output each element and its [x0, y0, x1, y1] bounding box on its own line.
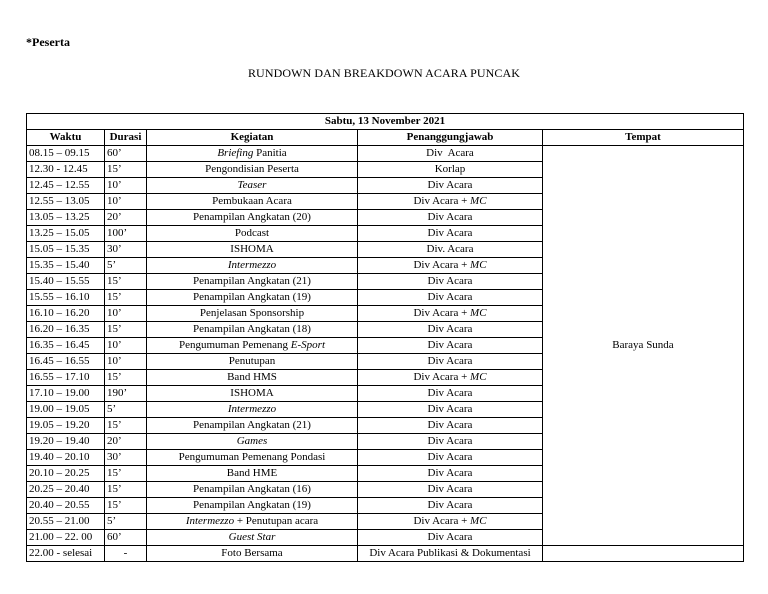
cell-kegiatan: [147, 530, 358, 546]
cell-kegiatan: [147, 434, 358, 450]
penanggungjawab-text: Div Acara +: [413, 515, 471, 527]
cell-waktu: 22.00 - selesai: [27, 546, 105, 562]
cell-waktu: 19.00 – 19.05: [27, 402, 105, 418]
cell-durasi: 15’: [105, 322, 147, 338]
cell-penanggungjawab: [358, 338, 543, 354]
cell-durasi: 5’: [105, 258, 147, 274]
penanggungjawab-text: Div Acara: [427, 499, 473, 511]
date-header-row: [27, 114, 744, 130]
date-header: Sabtu, 13 November 2021: [27, 114, 744, 130]
cell-kegiatan: [147, 418, 358, 434]
cell-waktu: 16.55 – 17.10: [27, 370, 105, 386]
penanggungjawab-text: Div Acara: [427, 339, 473, 351]
kegiatan-text: Penampilan Angkatan (19): [193, 291, 311, 303]
cell-durasi: 10’: [105, 178, 147, 194]
kegiatan-italic-text: Guest Star: [228, 531, 276, 543]
penanggungjawab-italic-text: MC: [470, 307, 487, 319]
cell-durasi: 15’: [105, 370, 147, 386]
cell-penanggungjawab: [358, 354, 543, 370]
cell-durasi: 100’: [105, 226, 147, 242]
participant-note: *Peserta: [26, 35, 70, 49]
cell-penanggungjawab: [358, 402, 543, 418]
penanggungjawab-text: Div Acara: [427, 355, 473, 367]
penanggungjawab-text: Div Acara: [427, 419, 473, 431]
cell-kegiatan: [147, 162, 358, 178]
cell-waktu: 20.40 – 20.55: [27, 498, 105, 514]
cell-kegiatan: [147, 514, 358, 530]
kegiatan-text: Pengondisian Peserta: [205, 163, 299, 175]
cell-penanggungjawab: [358, 546, 543, 562]
penanggungjawab-text: Div Acara +: [413, 259, 471, 271]
penanggungjawab-text: Div Acara: [427, 403, 473, 415]
kegiatan-text: ISHOMA: [230, 243, 274, 255]
kegiatan-text: Penampilan Angkatan (18): [193, 323, 311, 335]
kegiatan-text: Penampilan Angkatan (21): [193, 419, 311, 431]
document-title: RUNDOWN DAN BREAKDOWN ACARA PUNCAK: [247, 66, 521, 80]
rundown-body: [27, 146, 744, 562]
cell-kegiatan: [147, 354, 358, 370]
cell-waktu: 17.10 – 19.00: [27, 386, 105, 402]
cell-durasi: 15’: [105, 162, 147, 178]
penanggungjawab-italic-text: MC: [470, 195, 487, 207]
cell-penanggungjawab: [358, 498, 543, 514]
penanggungjawab-text: Div Acara +: [413, 371, 471, 383]
cell-durasi: 15’: [105, 418, 147, 434]
cell-kegiatan: [147, 386, 358, 402]
kegiatan-italic-text: Games: [236, 435, 268, 447]
cell-durasi: 60’: [105, 146, 147, 162]
cell-penanggungjawab: [358, 162, 543, 178]
cell-kegiatan: [147, 498, 358, 514]
kegiatan-text: Penampilan Angkatan (19): [193, 499, 311, 511]
cell-kegiatan: [147, 210, 358, 226]
column-header-penanggungjawab: Penanggungjawab: [358, 130, 543, 146]
cell-penanggungjawab: [358, 530, 543, 546]
cell-durasi: 10’: [105, 306, 147, 322]
cell-durasi: 10’: [105, 338, 147, 354]
cell-kegiatan: [147, 546, 358, 562]
cell-waktu: 16.45 – 16.55: [27, 354, 105, 370]
cell-waktu: 20.25 – 20.40: [27, 482, 105, 498]
cell-kegiatan: [147, 178, 358, 194]
column-header-tempat: Tempat: [543, 130, 744, 146]
cell-durasi: 15’: [105, 498, 147, 514]
penanggungjawab-text: Div Acara +: [413, 307, 471, 319]
cell-penanggungjawab: [358, 514, 543, 530]
cell-kegiatan: [147, 322, 358, 338]
penanggungjawab-text: Div Acara +: [413, 195, 471, 207]
penanggungjawab-text: Div Acara: [427, 291, 473, 303]
penanggungjawab-text: Div Acara: [427, 387, 473, 399]
cell-kegiatan: [147, 274, 358, 290]
kegiatan-italic-text: Intermezzo: [227, 403, 277, 415]
kegiatan-text: Band HMS: [227, 371, 277, 383]
cell-waktu: 15.40 – 15.55: [27, 274, 105, 290]
cell-durasi: 20’: [105, 210, 147, 226]
penanggungjawab-italic-text: MC: [470, 259, 487, 271]
penanggungjawab-italic-text: MC: [470, 515, 487, 527]
kegiatan-text: Penampilan Angkatan (16): [193, 483, 311, 495]
cell-tempat: Baraya Sunda: [543, 146, 744, 546]
cell-durasi: 30’: [105, 450, 147, 466]
column-header-waktu: Waktu: [27, 130, 105, 146]
cell-waktu: 19.40 – 20.10: [27, 450, 105, 466]
cell-penanggungjawab: [358, 450, 543, 466]
kegiatan-text: Foto Bersama: [221, 547, 283, 559]
cell-durasi: 30’: [105, 242, 147, 258]
kegiatan-text: Penutupan: [228, 355, 276, 367]
cell-durasi: 10’: [105, 354, 147, 370]
penanggungjawab-italic-text: MC: [470, 371, 487, 383]
column-header-row: [27, 130, 744, 146]
cell-durasi: 5’: [105, 402, 147, 418]
cell-kegiatan: [147, 466, 358, 482]
penanggungjawab-text: Div Acara: [427, 451, 473, 463]
penanggungjawab-text: Div Acara: [427, 275, 473, 287]
cell-kegiatan: [147, 482, 358, 498]
cell-waktu: 12.45 – 12.55: [27, 178, 105, 194]
cell-penanggungjawab: [358, 194, 543, 210]
cell-durasi: 15’: [105, 274, 147, 290]
cell-penanggungjawab: [358, 290, 543, 306]
cell-durasi: 15’: [105, 482, 147, 498]
cell-durasi: 190’: [105, 386, 147, 402]
column-header-kegiatan: Kegiatan: [147, 130, 358, 146]
cell-penanggungjawab: [358, 146, 543, 162]
cell-kegiatan: [147, 338, 358, 354]
kegiatan-text: Penampilan Angkatan (20): [193, 211, 311, 223]
kegiatan-text: Penjelasan Sponsorship: [199, 307, 305, 319]
cell-durasi: 20’: [105, 434, 147, 450]
table-row: [27, 146, 744, 162]
table-row: [27, 546, 744, 562]
cell-waktu: 12.55 – 13.05: [27, 194, 105, 210]
cell-waktu: 12.30 - 12.45: [27, 162, 105, 178]
kegiatan-text: ISHOMA: [230, 387, 274, 399]
kegiatan-italic-text: Intermezzo: [185, 515, 235, 527]
penanggungjawab-text: Div Acara: [427, 179, 473, 191]
cell-waktu: 16.10 – 16.20: [27, 306, 105, 322]
cell-waktu: 20.55 – 21.00: [27, 514, 105, 530]
cell-durasi: 15’: [105, 466, 147, 482]
cell-waktu: 13.05 – 13.25: [27, 210, 105, 226]
cell-penanggungjawab: [358, 434, 543, 450]
cell-penanggungjawab: [358, 306, 543, 322]
cell-waktu: 20.10 – 20.25: [27, 466, 105, 482]
cell-waktu: 21.00 – 22. 00: [27, 530, 105, 546]
column-header-durasi: Durasi: [105, 130, 147, 146]
cell-kegiatan: [147, 258, 358, 274]
kegiatan-text: Band HME: [226, 467, 278, 479]
cell-waktu: 08.15 – 09.15: [27, 146, 105, 162]
penanggungjawab-text: Div Acara: [427, 435, 473, 447]
cell-penanggungjawab: [358, 466, 543, 482]
kegiatan-text: Penampilan Angkatan (21): [193, 275, 311, 287]
kegiatan-italic-suffix: E-Sport: [290, 339, 326, 351]
cell-kegiatan: [147, 242, 358, 258]
cell-durasi: -: [105, 546, 147, 562]
cell-waktu: 16.20 – 16.35: [27, 322, 105, 338]
penanggungjawab-text: Div Acara: [427, 323, 473, 335]
penanggungjawab-text: Div Acara: [427, 531, 473, 543]
cell-penanggungjawab: [358, 482, 543, 498]
cell-durasi: 15’: [105, 290, 147, 306]
cell-tempat-empty: [543, 546, 744, 562]
penanggungjawab-text: Div. Acara: [426, 243, 474, 255]
cell-waktu: 15.35 – 15.40: [27, 258, 105, 274]
rundown-table: [26, 113, 744, 562]
penanggungjawab-text: Div Acara: [427, 227, 473, 239]
cell-penanggungjawab: [358, 386, 543, 402]
cell-kegiatan: [147, 306, 358, 322]
cell-penanggungjawab: [358, 210, 543, 226]
cell-kegiatan: [147, 290, 358, 306]
penanggungjawab-text: Div Acara: [427, 467, 473, 479]
cell-waktu: 15.55 – 16.10: [27, 290, 105, 306]
cell-kegiatan: [147, 194, 358, 210]
kegiatan-text: Panitia: [253, 147, 287, 159]
kegiatan-italic-text: Intermezzo: [227, 259, 277, 271]
cell-penanggungjawab: [358, 274, 543, 290]
cell-penanggungjawab: [358, 258, 543, 274]
cell-waktu: 16.35 – 16.45: [27, 338, 105, 354]
kegiatan-italic-text: Briefing: [217, 147, 254, 159]
penanggungjawab-text: Div Acara: [426, 147, 474, 159]
kegiatan-text: Podcast: [234, 227, 270, 239]
penanggungjawab-text: Korlap: [434, 163, 466, 175]
cell-penanggungjawab: [358, 242, 543, 258]
cell-waktu: 15.05 – 15.35: [27, 242, 105, 258]
penanggungjawab-text: Div Acara: [427, 483, 473, 495]
penanggungjawab-text: Div Acara: [427, 211, 473, 223]
cell-durasi: 60’: [105, 530, 147, 546]
cell-penanggungjawab: [358, 418, 543, 434]
cell-kegiatan: [147, 146, 358, 162]
cell-kegiatan: [147, 226, 358, 242]
cell-durasi: 5’: [105, 514, 147, 530]
cell-penanggungjawab: [358, 226, 543, 242]
cell-penanggungjawab: [358, 370, 543, 386]
cell-waktu: 13.25 – 15.05: [27, 226, 105, 242]
kegiatan-text: Pengumuman Pemenang: [178, 339, 291, 351]
cell-waktu: 19.05 – 19.20: [27, 418, 105, 434]
kegiatan-text: Pengumuman Pemenang Pondasi: [178, 451, 326, 463]
cell-penanggungjawab: [358, 322, 543, 338]
cell-kegiatan: [147, 370, 358, 386]
kegiatan-text: + Penutupan acara: [234, 515, 319, 527]
cell-kegiatan: [147, 450, 358, 466]
cell-durasi: 10’: [105, 194, 147, 210]
cell-waktu: 19.20 – 19.40: [27, 434, 105, 450]
kegiatan-text: Pembukaan Acara: [212, 195, 292, 207]
cell-penanggungjawab: [358, 178, 543, 194]
cell-kegiatan: [147, 402, 358, 418]
penanggungjawab-text: Div Acara Publikasi & Dokumentasi: [369, 547, 531, 559]
kegiatan-italic-text: Teaser: [237, 179, 267, 191]
